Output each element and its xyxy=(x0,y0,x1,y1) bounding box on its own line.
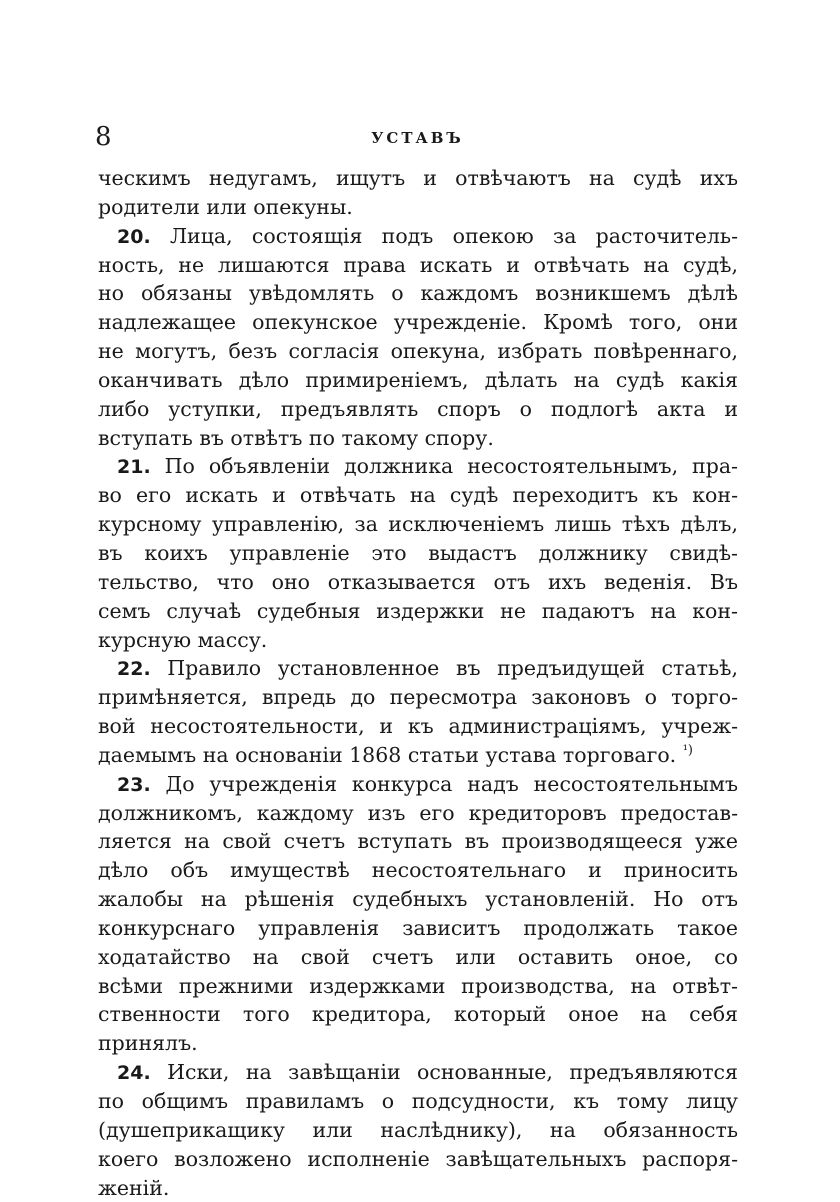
text-line: ходатайство на свой счетъ или оставить оное, со xyxy=(98,944,738,969)
text-line: курсному управленію, за исключеніемъ лишь тѣхъ дѣлъ, xyxy=(98,512,738,537)
article-21-first-line xyxy=(98,452,738,481)
text-line: во его искать и отвѣчать на судѣ переходитъ къ кон- xyxy=(98,483,738,508)
article-number-22: 22. xyxy=(117,658,151,681)
running-title: УСТАВЪ xyxy=(371,129,464,147)
article-23-first-line xyxy=(98,770,738,799)
text-line: конкурснаго управленія зависитъ продолжать такое xyxy=(98,915,738,940)
text-line: вступать въ отвѣтъ по такому спору. xyxy=(98,425,494,450)
text-line: родители или опекуны. xyxy=(98,194,353,219)
text-line: Иски, на завѣщаніи основанные, предъявляются xyxy=(167,1060,738,1085)
page-number: 8 xyxy=(95,122,113,152)
footnote-marker: ¹) xyxy=(682,743,694,759)
text-line: не могутъ, безъ согласія опекуна, избрать повѣреннаго, xyxy=(98,339,738,364)
text-line: по общимъ правиламъ о подсудности, къ тому лицу xyxy=(98,1089,738,1113)
text-line: женій. xyxy=(98,1175,170,1200)
text-line: тельство, что оно отказывается отъ ихъ веденія. Въ xyxy=(98,569,738,594)
text-line: семъ случаѣ судебныя издержки не падаютъ на кон- xyxy=(98,598,738,623)
text-line: ственности того кредитора, который оное на себя xyxy=(98,1002,738,1027)
article-number-20: 20. xyxy=(117,225,151,248)
text-line: ность, не лишаются права искать и отвѣчать на судѣ, xyxy=(98,252,738,277)
text-line: оканчивать дѣло примиреніемъ, дѣлать на судѣ какія xyxy=(98,367,738,392)
text-line: всѣми прежними издержками производства, на отвѣт- xyxy=(98,973,738,998)
text-line xyxy=(98,741,738,770)
article-20-first-line xyxy=(98,222,738,251)
text-line: Правило установленное въ предъидущей статьѣ, xyxy=(167,656,738,681)
text-line: надлежащее опекунское учрежденіе. Кромѣ того, они xyxy=(98,310,738,335)
text-line: коего возложено исполненіе завѣщательныхъ распоря- xyxy=(98,1146,738,1171)
article-number-21: 21. xyxy=(117,456,151,479)
text-line: курсную массу. xyxy=(98,627,268,652)
text-line: Лица, состоящія подъ опекою за расточитель- xyxy=(169,223,738,248)
article-number-23: 23. xyxy=(117,773,151,796)
text-line: По объявленіи должника несостоятельнымъ, пра- xyxy=(164,454,738,479)
text-line: дѣло объ имуществѣ несостоятельнаго и приносить xyxy=(98,858,738,883)
text-line: въ коихъ управленіе это выдастъ должнику свидѣ- xyxy=(98,540,738,565)
text-line: должникомъ, каждому изъ его кредиторовъ предостав- xyxy=(98,800,738,825)
text-line: принялъ. xyxy=(98,1031,198,1056)
article-number-24: 24. xyxy=(117,1062,151,1085)
text-line: вой несостоятельности, и къ администраціямъ, учреж- xyxy=(98,714,738,739)
text-line: примѣняется, впредь до пересмотра законовъ о торго- xyxy=(98,685,738,710)
text-line: но обязаны увѣдомлять о каждомъ возникшемъ дѣлѣ xyxy=(98,281,738,306)
text-line: либо уступки, предъявлять споръ о подлогѣ акта и xyxy=(98,396,738,421)
text-line: даемымъ на основаніи 1868 статьи устава торговаго. xyxy=(98,742,677,767)
text-line: ческимъ недугамъ, ищутъ и отвѣчаютъ на судѣ ихъ xyxy=(98,166,738,190)
page-header xyxy=(95,122,740,158)
text-line: жалобы на рѣшенія судебныхъ установленій. Но отъ xyxy=(98,887,738,912)
text-line: До учрежденія конкурса надъ несостоятельнымъ xyxy=(165,771,738,796)
article-24-first-line xyxy=(98,1058,738,1087)
body-text xyxy=(98,164,738,1202)
article-22-first-line xyxy=(98,654,738,683)
text-line: ляется на свой счетъ вступать въ производящееся уже xyxy=(98,829,738,854)
text-line: (душеприкащику или наслѣднику), на обязанность xyxy=(98,1117,738,1142)
